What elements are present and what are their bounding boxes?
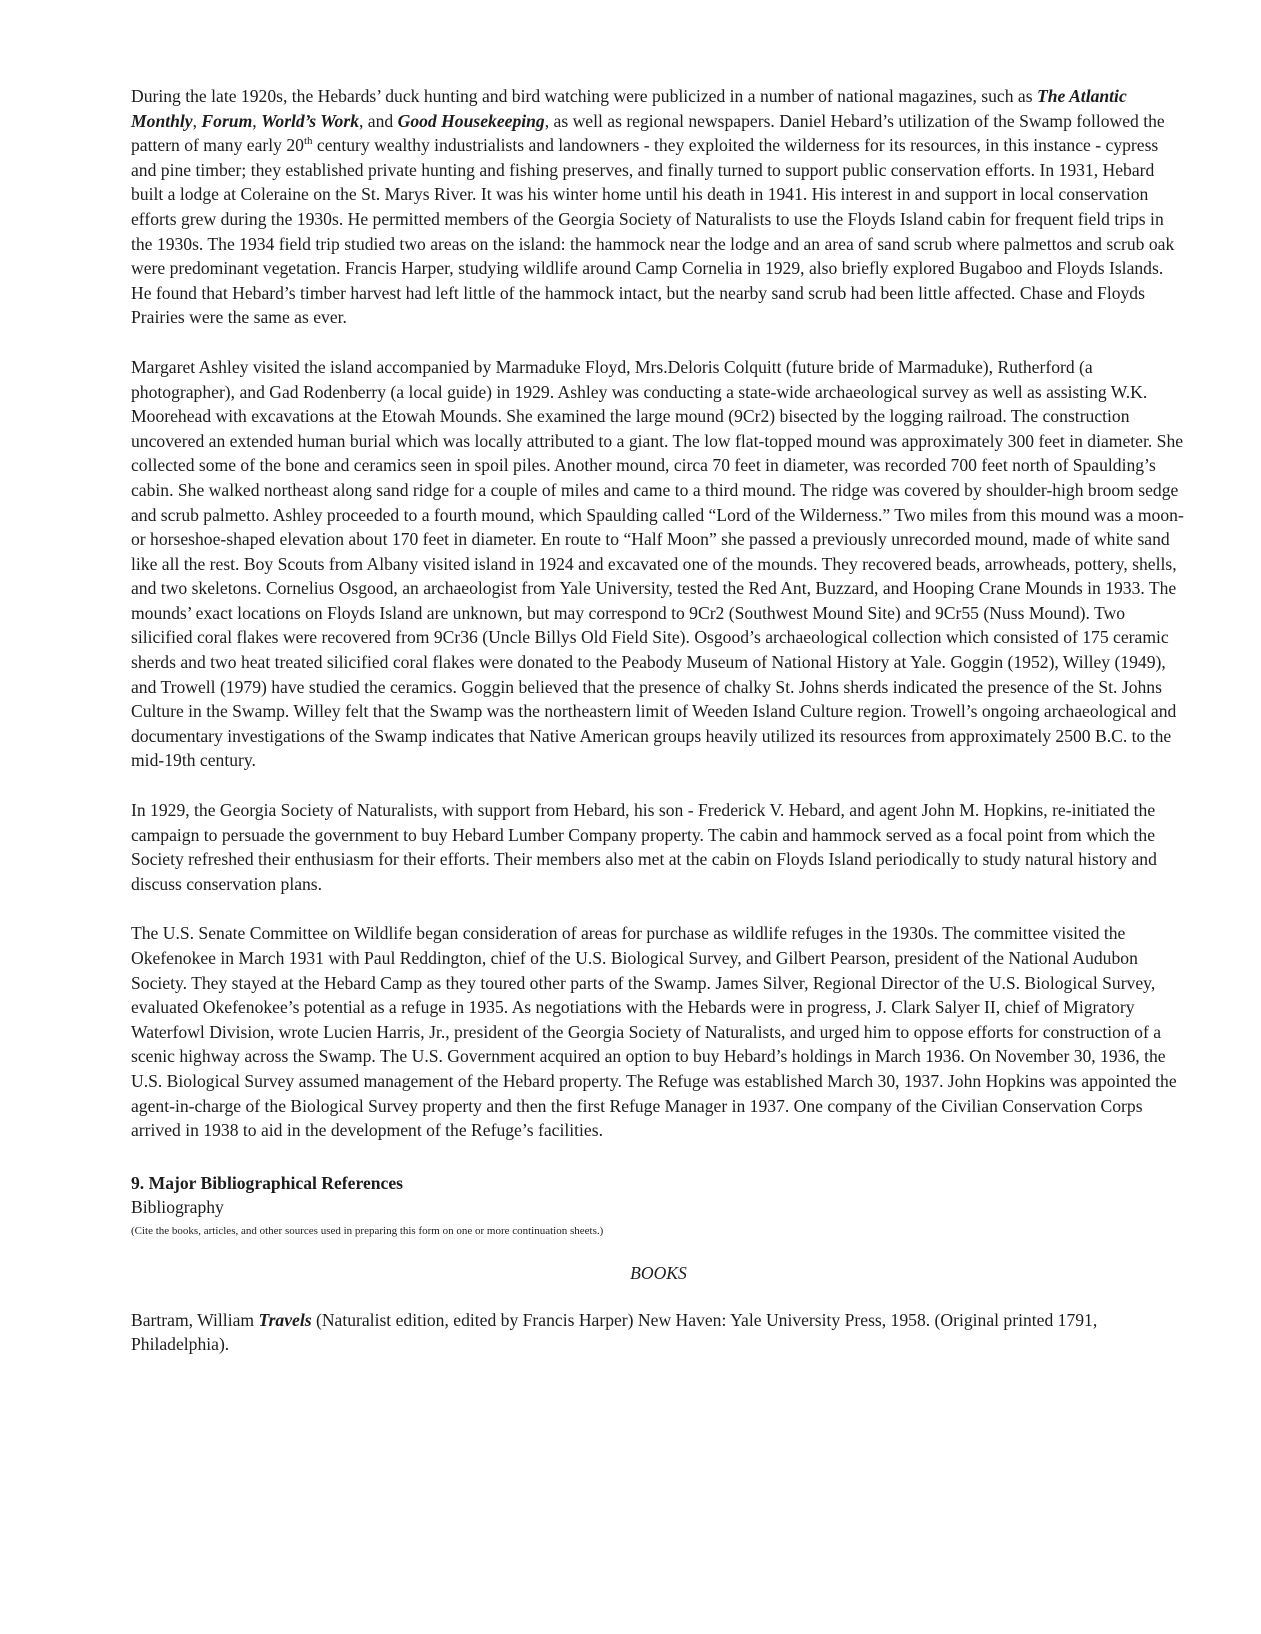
paragraph-naturalists-campaign: In 1929, the Georgia Society of Naturalists, with support from Hebard, his son - Frederick V. Hebard, and agent John M. Hopkins, re-initiated the campaign to persuade the government to buy Hebard Lumber Company property. The cabin and hammock served as a focal point from which the Society refreshed their enthusiasm for their efforts. Their members also met at the cabin on Floyds Island periodically to study natural history and discuss conservation plans. (131, 800, 1157, 894)
reference-author: Bartram, William (131, 1309, 259, 1330)
reference-entry (131, 1308, 1186, 1357)
ordinal-superscript: th (303, 135, 313, 148)
text-run: , as well as regional newspapers. Daniel Hebard’s utilization of the Swamp followed the pattern of many early 20 (131, 110, 1165, 156)
text-run: , and (359, 110, 398, 131)
reference-details: (Naturalist edition, edited by Francis Harper) New Haven: Yale University Press, 1958. (Original printed 1791, Philadelphia). (131, 1309, 1098, 1355)
text-run: , (192, 110, 202, 131)
paragraph-senate-committee: The U.S. Senate Committee on Wildlife began consideration of areas for purchase as wildlife refuges in the 1930s. The committee visited the Okefenokee in March 1931 with Paul Reddington, chief of the U.S. Biological Survey, and Gilbert Pearson, president of the National Audubon Society. They stayed at the Hebard Camp as they toured other parts of the Swamp. James Silver, Regional Director of the U.S. Biological Survey, evaluated Okefenokee’s potential as a refuge in 1935. As negotiations with the Hebards were in progress, J. Clark Salyer II, chief of Migratory Waterfowl Division, wrote Lucien Harris, Jr., president of the Georgia Society of Naturalists, and urged him to oppose efforts for construction of a scenic highway across the Swamp. The U.S. Government acquired an option to buy Hebard’s holdings in March 1936. On November 30, 1936, the U.S. Biological Survey assumed management of the Hebard property. The Refuge was established March 30, 1937. John Hopkins was appointed the agent-in-charge of the Biological Survey property and then the first Refuge Manager in 1937. One company of the Civilian Conservation Corps arrived in 1938 to aid in the development of the Refuge’s facilities. (131, 923, 1177, 1141)
text-run: During the late 1920s, the Hebards’ duck hunting and bird watching were publicized in a number of national magazines, such as (131, 86, 1037, 106)
magazine-title: World’s Work (261, 110, 359, 131)
document-page (131, 84, 1186, 1357)
magazine-title: The Atlantic Monthly (131, 86, 1127, 131)
paragraph-hebard-publicity (131, 84, 1186, 330)
paragraph-ashley-survey: Margaret Ashley visited the island accompanied by Marmaduke Floyd, Mrs.Deloris Colquitt (future bride of Marmaduke), Rutherford (a photographer), and Gad Rodenberry (a local guide) in 1929. Ashley was conducting a state-wide archaeological survey as well as assisting W.K. Moorehead with excavations at the Etowah Mounds. She examined the large mound (9Cr2) bisected by the logging railroad. The construction uncovered an extended human burial which was locally attributed to a giant. The low flat-topped mound was approximately 300 feet in diameter. She collected some of the bone and ceramics seen in spoil piles. Another mound, circa 70 feet in diameter, was recorded 700 feet north of Spaulding’s cabin. She walked northeast along sand ridge for a couple of miles and came to a third mound. The ridge was covered by shoulder-high broom sedge and scrub palmetto. Ashley proceeded to a fourth mound, which Spaulding called “Lord of the Wilderness.” Two miles from this mound was a moon- or horseshoe-shaped elevation about 170 feet in diameter. En route to “Half Moon” she passed a previously unrecorded mound, made of white sand like all the rest. Boy Scouts from Albany visited island in 1924 and excavated one of the mounds. They recovered beads, arrowheads, pottery, shells, and two skeletons. Cornelius Osgood, an archaeologist from Yale University, tested the Red Ant, Buzzard, and Hooping Crane Mounds in 1933. The mounds’ exact locations on Floyds Island are unknown, but may correspond to 9Cr2 (Southwest Mound Site) and 9Cr55 (Nuss Mound). Two silicified coral flakes were recovered from 9Cr36 (Uncle Billys Old Field Site). Osgood’s archaeological collection which consisted of 175 ceramic sherds and two heat treated silicified coral flakes were donated to the Peabody Museum of National History at Yale. Goggin (1952), Willey (1949), and Trowell (1979) have studied the ceramics. Goggin believed that the presence of chalky St. Johns sherds indicated the presence of the St. Johns Culture in the Swamp. Willey felt that the Swamp was the northeastern limit of Weeden Island Culture region. Trowell’s ongoing archaeological and documentary investigations of the Swamp indicates that Native American groups heavily utilized its resources from approximately 2500 B.C. to the mid-19th century. (131, 356, 1184, 771)
magazine-title: Forum (201, 110, 253, 131)
text-run: century wealthy industrialists and landowners - they exploited the wilderness for its resources, in this instance - cypress and pine timber; they established private hunting and fishing preserves, and finally turned to support public conservation efforts. In 1931, Hebard built a lodge at Coleraine on the St. Marys River. It was his winter home until his death in 1941. His interest in and support in local conservation efforts grew during the 1930s. He permitted members of the Georgia Society of Naturalists to use the Floyds Island cabin for frequent field trips in the 1930s. The 1934 field trip studied two areas on the island: the hammock near the lodge and an area of sand scrub where palmettos and scrub oak were predominant vegetation. Francis Harper, studying wildlife around Camp Cornelia in 1929, also briefly explored Bugaboo and Floyds Islands. He found that Hebard’s timber harvest had left little of the hammock intact, but the nearby sand scrub had been little affected. Chase and Floyds Prairies were the same as ever. (131, 135, 1175, 328)
text-run: , (252, 110, 262, 131)
section-instructions: (Cite the books, articles, and other sources used in preparing this form on one or more continuation sheets.) (131, 1224, 604, 1237)
reference-title: Travels (258, 1309, 312, 1330)
section-heading: 9. Major Bibliographical References (131, 1172, 404, 1193)
bibliography-section (131, 1171, 1186, 1357)
books-heading: BOOKS (630, 1262, 687, 1283)
section-subheading: Bibliography (131, 1197, 224, 1218)
magazine-title: Good Housekeeping (397, 110, 545, 131)
